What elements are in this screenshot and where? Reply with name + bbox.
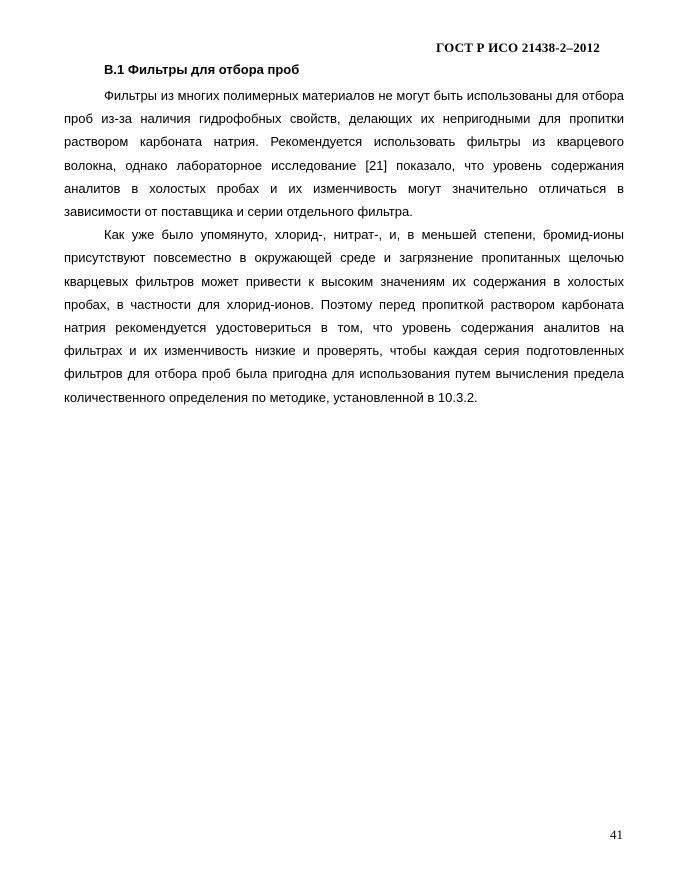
paragraph-filter-materials: Фильтры из многих полимерных материалов не могут быть использованы для отбора проб из-за наличия гидрофобных свойств, делающих их непригодными для пропитки раствором карбоната натрия. Рекомендуется использовать фильтры из кварцевого волокна, однако лабораторное исследование [21] показало, что уровень содержания аналитов в холостых пробах и их изменчивость могут значительно отличаться в зависимости от поставщика и серии отдельного фильтра. xyxy=(64,88,624,220)
section-body xyxy=(64,84,624,409)
paragraph-contamination: Как уже было упомянуто, хлорид-, нитрат-, и, в меньшей степени, бромид-ионы присутствуют повсеместно в окружающей среде и загрязнение пропитанных щелочью кварцевых фильтров может привести к высоким значениям их содержания в холостых пробах, в частности для хлорид-ионов. Поэтому перед пропиткой раствором карбоната натрия рекомендуется удостовериться в том, что уровень содержания аналитов на фильтрах и их изменчивость низкие и проверять, чтобы каждая серия подготовленных фильтров для отбора проб была пригодна для использования путем вычисления предела количественного определения по методике, установленной в 10.3.2. xyxy=(64,227,624,405)
section-heading: В.1 Фильтры для отбора проб xyxy=(104,62,300,77)
page-number: 41 xyxy=(610,827,623,842)
document-standard-code: ГОСТ Р ИСО 21438-2–2012 xyxy=(435,40,600,55)
